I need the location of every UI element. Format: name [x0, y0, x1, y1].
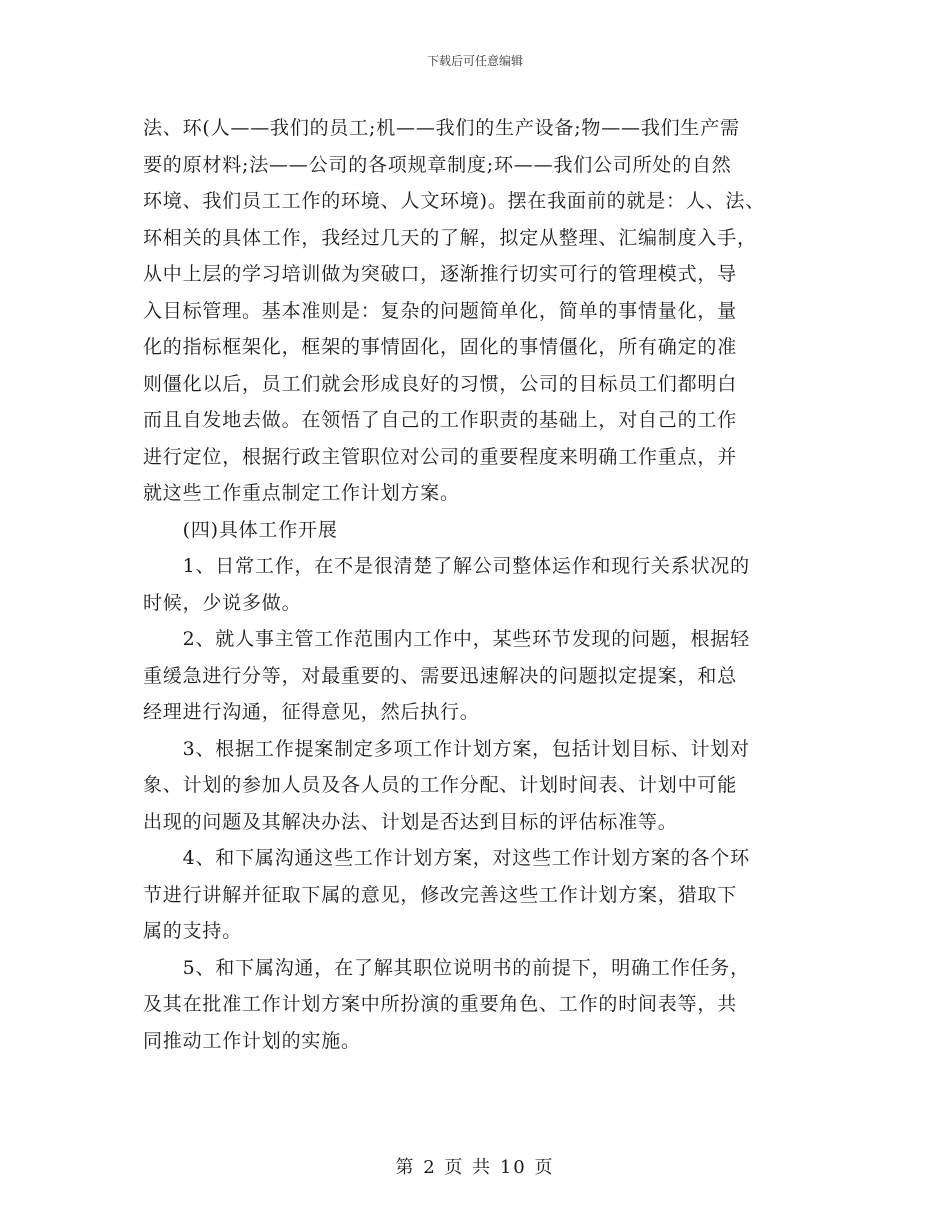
text-line: 从中上层的学习培训做为突破口，逐渐推行切实可行的管理模式，导 — [143, 263, 738, 285]
section-heading: (四)具体工作开展 — [143, 518, 338, 541]
text-line: 入目标管理。基本准则是：复杂的问题简单化，简单的事情量化，量 — [143, 299, 738, 322]
text-line: 进行定位，根据行政主管职位对公司的重要程度来明确工作重点，并 — [143, 445, 738, 468]
text-line: 节进行讲解并征取下属的意见，修改完善这些工作计划方案，猎取下 — [143, 883, 738, 906]
text-line: 法、环(人——我们的员工;机——我们的生产设备;物——我们生产需 — [143, 117, 740, 139]
text-line: 经理进行沟通，征得意见，然后执行。 — [143, 701, 480, 723]
text-line: 4、和下属沟通这些工作计划方案，对这些工作计划方案的各个环 — [143, 847, 750, 869]
text-line: 3、根据工作提案制定多项工作计划方案，包括计划目标、计划对 — [143, 737, 750, 760]
text-line: 重缓急进行分等，对最重要的、需要迅速解决的问题拟定提案，和总 — [143, 664, 738, 687]
text-line: 就这些工作重点制定工作计划方案。 — [143, 482, 460, 504]
text-line: 时候，少说多做。 — [143, 591, 302, 614]
text-line: 象、计划的参加人员及各人员的工作分配、计划时间表、计划中可能 — [143, 774, 738, 796]
text-line: 1、日常工作，在不是很清楚了解公司整体运作和现行关系状况的 — [143, 555, 750, 577]
text-line: 环相关的具体工作，我经过几天的了解，拟定从整理、汇编制度入手， — [143, 226, 757, 249]
document-body — [143, 110, 823, 1059]
text-line: 则僵化以后，员工们就会形成良好的习惯，公司的目标员工们都明白 — [143, 372, 738, 395]
text-line: 出现的问题及其解决办法、计划是否达到目标的评估标准等。 — [143, 810, 678, 833]
text-line: 化的指标框架化，框架的事情固化，固化的事情僵化，所有确定的准 — [143, 336, 738, 358]
page-header: 下载后可任意编辑 — [426, 54, 523, 68]
text-line: 属的支持。 — [143, 920, 243, 942]
text-line: 2、就人事主管工作范围内工作中，某些环节发现的问题，根据轻 — [143, 628, 750, 650]
page-footer: 第 2 页 共 10 页 — [395, 1157, 555, 1178]
text-line: 而且自发地去做。在领悟了自己的工作职责的基础上，对自己的工作 — [143, 409, 738, 431]
text-line: 同推动工作计划的实施。 — [143, 1029, 361, 1052]
text-line: 环境、我们员工工作的环境、人文环境)。摆在我面前的就是：人、法、 — [143, 190, 766, 212]
text-line: 及其在批准工作计划方案中所扮演的重要角色、工作的时间表等，共 — [143, 993, 738, 1015]
text-line: 5、和下属沟通，在了解其职位说明书的前提下，明确工作任务， — [143, 956, 750, 979]
text-line: 要的原材料;法——公司的各项规章制度;环——我们公司所处的自然 — [143, 153, 732, 176]
